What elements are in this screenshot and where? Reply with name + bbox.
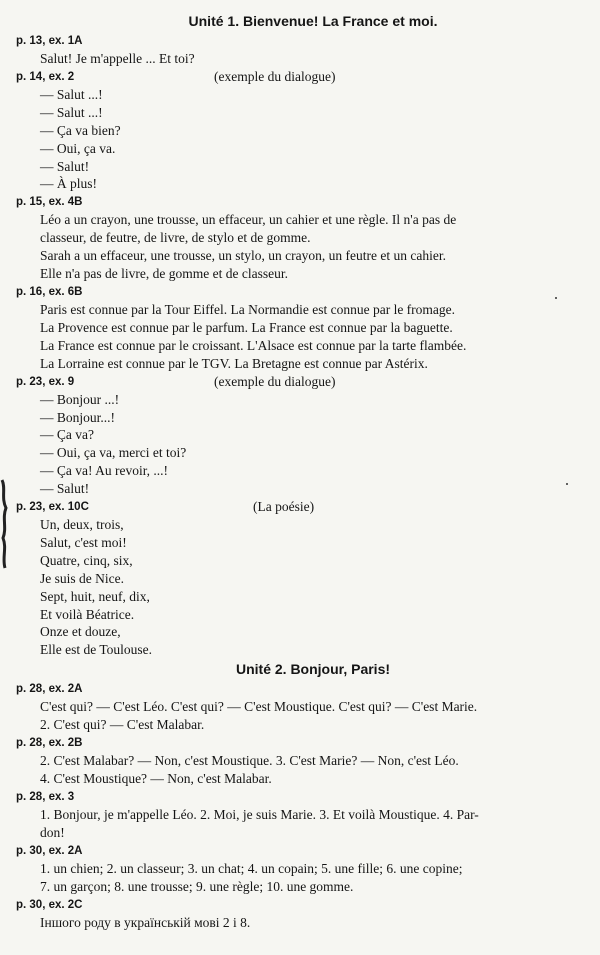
exercise-reference-label: p. 30, ex. 2C xyxy=(16,898,83,911)
answer-line: Et voilà Béatrice. xyxy=(40,606,135,622)
answer-line: — Salut ...! xyxy=(40,104,103,120)
exercise-block xyxy=(16,498,590,659)
exercise-block xyxy=(16,788,590,842)
exercise-block xyxy=(16,68,590,193)
answer-line: — Bonjour...! xyxy=(40,409,116,425)
exercise-reference-label: p. 30, ex. 2A xyxy=(16,844,83,857)
exercise-reference xyxy=(16,373,590,391)
unit-1-title: Unité 1. Bienvenue! La France et moi. xyxy=(188,13,438,29)
answer-line: Sarah a un effaceur, une trousse, un stylo, un crayon, un feutre et un cahier. xyxy=(40,248,446,264)
answer-line: — Salut ...! xyxy=(40,86,103,102)
exercise-reference-label: p. 28, ex. 3 xyxy=(16,790,75,803)
exercise-block xyxy=(16,373,590,498)
exercise-reference xyxy=(16,32,590,50)
exercise-note: (La poésie) xyxy=(253,499,315,515)
answer-line: — Oui, ça va, merci et toi? xyxy=(40,445,187,461)
answer-line: — Ça va? xyxy=(40,427,94,443)
answer-line: don! xyxy=(40,824,65,840)
answer-line: 2. C'est qui? — C'est Malabar. xyxy=(40,717,205,733)
answer-line: Іншого роду в українській мові 2 і 8. xyxy=(40,914,251,930)
answer-line: — Bonjour ...! xyxy=(40,391,120,407)
answer-line: 1. Bonjour, je m'appelle Léo. 2. Moi, je suis Marie. 3. Et voilà Moustique. 4. Par- xyxy=(40,806,479,822)
answer-line: 7. un garçon; 8. une trousse; 9. une règle; 10. une gomme. xyxy=(40,878,354,894)
answer-line: 1. un chien; 2. un classeur; 3. un chat; 4. un copain; 5. une fille; 6. une copine; xyxy=(40,860,463,876)
answer-line: — Ça va! Au revoir, ...! xyxy=(40,463,169,479)
answer-line: Sept, huit, neuf, dix, xyxy=(40,588,150,604)
answer-line: Un, deux, trois, xyxy=(40,517,124,533)
exercise-reference xyxy=(16,283,590,301)
exercise-reference xyxy=(16,788,590,806)
speck xyxy=(555,297,557,299)
exercise-reference xyxy=(16,193,590,211)
answer-line: Salut! Je m'appelle ... Et toi? xyxy=(40,51,195,66)
answer-line: La France est connue par le croissant. L'Alsace est connue par la tarte flambée. xyxy=(40,337,467,353)
exercise-note: (exemple du dialogue) xyxy=(214,373,336,389)
answer-line: La Provence est connue par le parfum. La France est connue par la baguette. xyxy=(40,319,453,335)
answer-line: — Oui, ça va. xyxy=(40,140,116,156)
speck xyxy=(566,483,568,485)
unit-2-title: Unité 2. Bonjour, Paris! xyxy=(235,661,391,678)
answer-line: classeur, de feutre, de livre, de stylo et de gomme. xyxy=(40,230,311,246)
answer-line: — À plus! xyxy=(40,176,97,192)
exercise-block xyxy=(16,32,590,68)
answer-line: Elle est de Toulouse. xyxy=(40,642,153,658)
exercise-reference-label: p. 14, ex. 2 xyxy=(16,70,75,83)
answer-line: C'est qui? — C'est Léo. C'est qui? — C'est Moustique. C'est qui? — C'est Marie. xyxy=(40,699,478,715)
exercise-reference-label: p. 16, ex. 6B xyxy=(16,285,83,298)
exercise-reference xyxy=(16,680,590,698)
answer-line: 2. C'est Malabar? — Non, c'est Moustique. 3. C'est Marie? — Non, c'est Léo. xyxy=(40,753,459,769)
exercise-note: (exemple du dialogue) xyxy=(214,68,336,84)
answer-line: Je suis de Nice. xyxy=(40,570,124,586)
exercise-reference-label: p. 15, ex. 4B xyxy=(16,196,83,209)
exercise-reference xyxy=(16,498,590,516)
answer-line: La Lorraine est connue par le TGV. La Bretagne est connue par Astérix. xyxy=(40,355,428,371)
exercise-block xyxy=(16,283,590,373)
answer-line: Onze et douze, xyxy=(40,624,121,640)
unit-2-sections xyxy=(16,680,590,931)
answer-line: Quatre, cinq, six, xyxy=(40,552,133,568)
exercise-block xyxy=(16,680,590,734)
exercise-block xyxy=(16,193,590,283)
binding-edge-mark xyxy=(0,478,10,570)
exercise-reference-label: p. 28, ex. 2A xyxy=(16,683,83,696)
answer-line: — Salut! xyxy=(40,481,90,497)
exercise-reference xyxy=(16,842,590,860)
answer-line: Léo a un crayon, une trousse, un effaceur, un cahier et une règle. Il n'a pas de xyxy=(40,212,457,228)
answer-line: 4. C'est Moustique? — Non, c'est Malabar. xyxy=(40,771,272,786)
answer-line: Salut, c'est moi! xyxy=(40,534,127,550)
exercise-reference xyxy=(16,896,590,914)
exercise-reference xyxy=(16,68,590,86)
exercise-block xyxy=(16,842,590,896)
exercise-reference-label: p. 28, ex. 2B xyxy=(16,737,83,750)
answer-line: Paris est connue par la Tour Eiffel. La Normandie est connue par le fromage. xyxy=(40,301,456,317)
exercise-block xyxy=(16,734,590,788)
exercise-reference-label: p. 13, ex. 1A xyxy=(16,35,83,47)
exercise-block xyxy=(16,896,590,932)
answer-line: — Salut! xyxy=(40,158,90,174)
unit-1-sections xyxy=(16,32,590,659)
answer-line: Elle n'a pas de livre, de gomme et de classeur. xyxy=(40,266,288,282)
exercise-reference-label: p. 23, ex. 9 xyxy=(16,375,75,388)
exercise-reference xyxy=(16,734,590,752)
exercise-reference-label: p. 23, ex. 10C xyxy=(16,501,89,514)
answer-line: — Ça va bien? xyxy=(40,122,121,138)
